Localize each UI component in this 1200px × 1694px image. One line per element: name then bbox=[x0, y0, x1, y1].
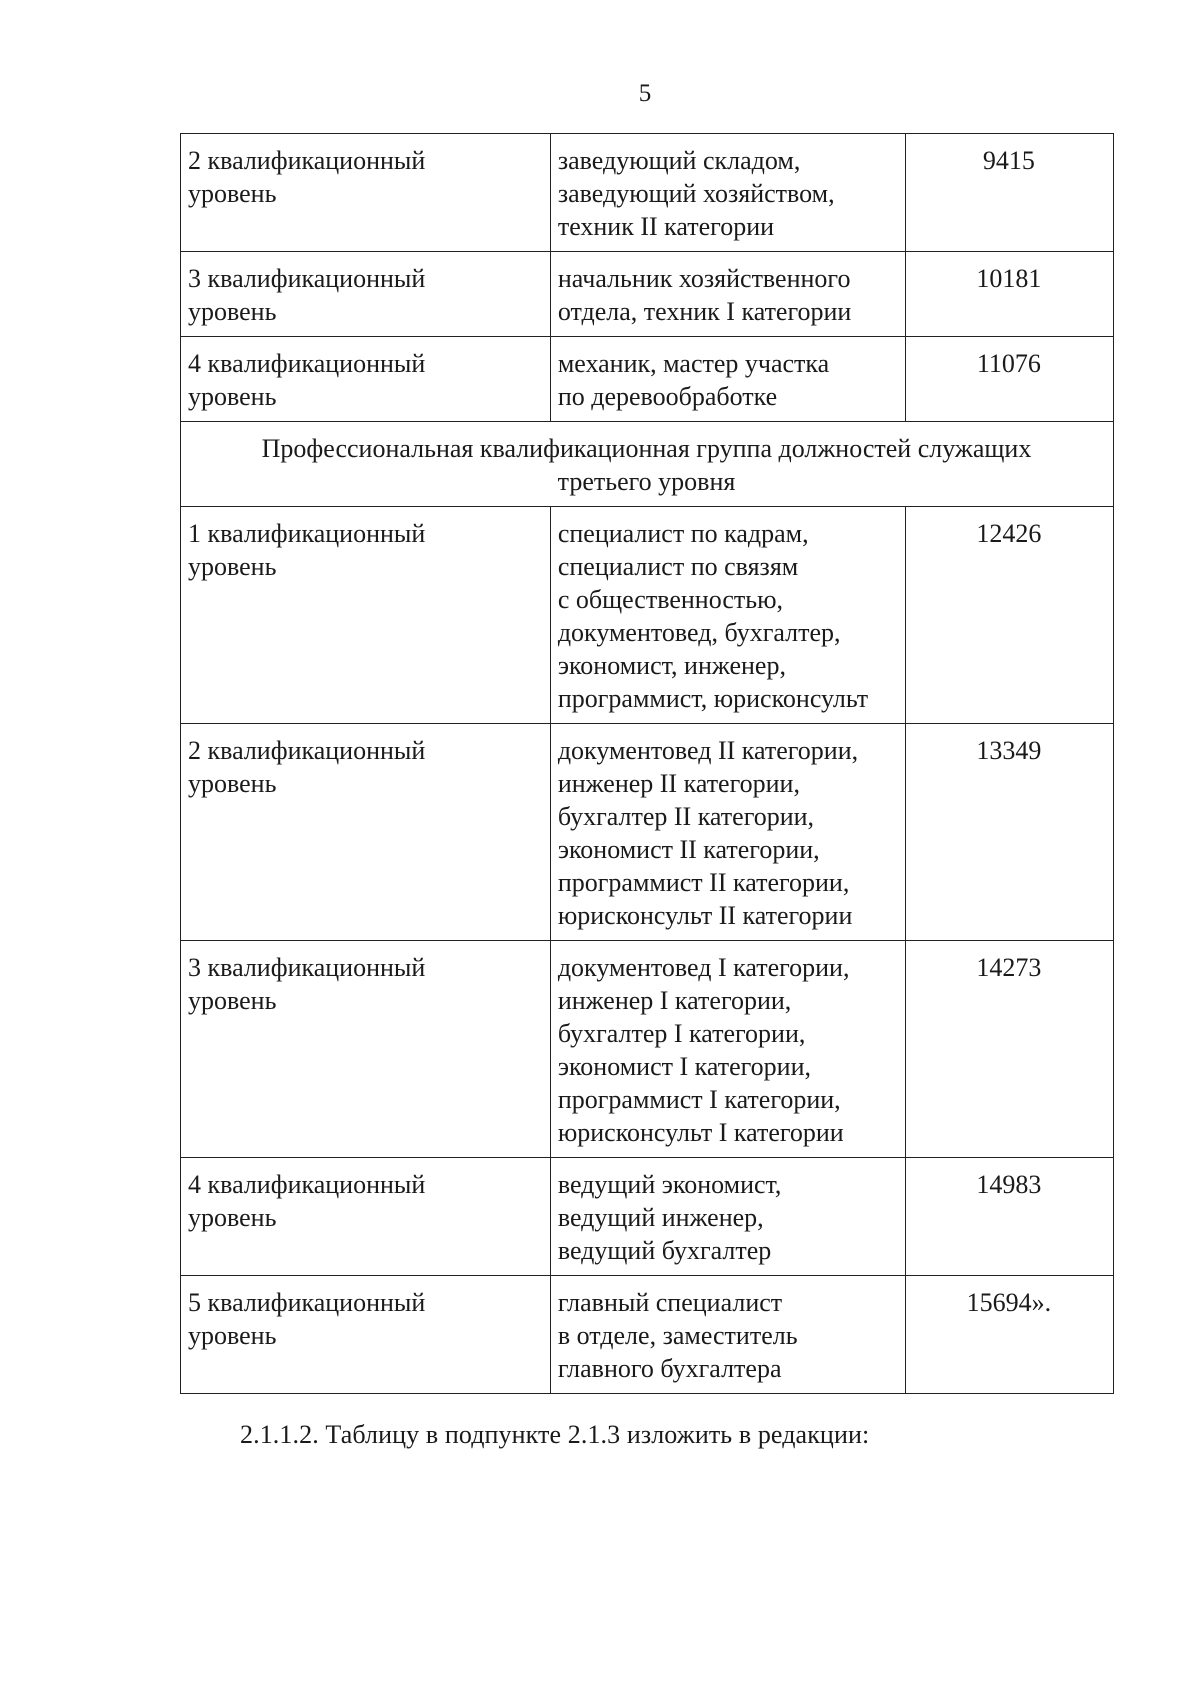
qualification-level-text: 2 квалификационный уровень bbox=[188, 146, 426, 208]
qualification-level-text: 5 квалификационный уровень bbox=[188, 1288, 426, 1350]
table-row bbox=[181, 1276, 1114, 1394]
qualification-level-cell bbox=[181, 507, 551, 724]
qualification-level-text: 3 квалификационный уровень bbox=[188, 953, 426, 1015]
table-row bbox=[181, 507, 1114, 724]
salary-amount-cell bbox=[905, 134, 1113, 252]
salary-amount-cell bbox=[905, 507, 1113, 724]
salary-amount: 12426 bbox=[976, 519, 1042, 548]
positions-text: заведующий складом, заведующий хозяйством, техник II категории bbox=[557, 146, 835, 241]
positions-text: главный специалист в отделе, заместитель главного бухгалтера bbox=[557, 1288, 798, 1383]
salary-amount: 11076 bbox=[976, 349, 1041, 378]
qualification-level-text: 1 квалификационный уровень bbox=[188, 519, 426, 581]
table-row bbox=[181, 134, 1114, 252]
group-heading: Профессиональная квалификационная группа должностей служащих третьего уровня bbox=[261, 434, 1032, 496]
positions-cell bbox=[550, 941, 905, 1158]
group-heading-cell bbox=[181, 422, 1114, 507]
salary-amount-cell bbox=[905, 337, 1113, 422]
qualification-level-text: 2 квалификационный уровень bbox=[188, 736, 426, 798]
positions-text: документовед I категории, инженер I категории, бухгалтер I категории, экономист I категории, программист I категории, юрисконсульт I категории bbox=[557, 953, 850, 1147]
qualification-level-text: 4 квалификационный уровень bbox=[188, 349, 426, 411]
positions-cell bbox=[550, 507, 905, 724]
table-row bbox=[181, 337, 1114, 422]
qualification-level-cell bbox=[181, 941, 551, 1158]
qualification-level-text: 4 квалификационный уровень bbox=[188, 1170, 426, 1232]
positions-cell bbox=[550, 252, 905, 337]
qualification-level-cell bbox=[181, 134, 551, 252]
page-number: 5 bbox=[638, 80, 652, 107]
positions-cell bbox=[550, 134, 905, 252]
qualification-level-cell bbox=[181, 724, 551, 941]
positions-text: документовед II категории, инженер II категории, бухгалтер II категории, экономист II категории, программист II категории, юрисконсульт II категории bbox=[557, 736, 859, 930]
qualification-level-cell bbox=[181, 337, 551, 422]
qualification-level-text: 3 квалификационный уровень bbox=[188, 264, 426, 326]
continuation-paragraph: 2.1.1.2. Таблицу в подпункте 2.1.3 изложить в редакции: bbox=[240, 1420, 870, 1449]
group-heading-row bbox=[181, 422, 1114, 507]
table-row bbox=[181, 1158, 1114, 1276]
salary-amount: 14273 bbox=[976, 953, 1042, 982]
table-row bbox=[181, 941, 1114, 1158]
salary-amount-cell bbox=[905, 941, 1113, 1158]
salary-amount-cell bbox=[905, 252, 1113, 337]
salary-amount-cell bbox=[905, 1276, 1113, 1394]
qualification-level-cell bbox=[181, 1276, 551, 1394]
salary-amount: 9415 bbox=[982, 146, 1035, 175]
salary-amount: 10181 bbox=[976, 264, 1042, 293]
salary-amount: 15694». bbox=[966, 1288, 1052, 1317]
qualification-level-cell bbox=[181, 252, 551, 337]
positions-cell bbox=[550, 724, 905, 941]
salary-amount-cell bbox=[905, 724, 1113, 941]
table-row bbox=[181, 724, 1114, 941]
positions-cell bbox=[550, 1158, 905, 1276]
positions-cell bbox=[550, 337, 905, 422]
positions-text: механик, мастер участка по деревообработке bbox=[557, 349, 830, 411]
positions-text: специалист по кадрам, специалист по связям с общественностью, документовед, бухгалтер, экономист, инженер, программист, юрисконсульт bbox=[557, 519, 869, 713]
qualification-level-cell bbox=[181, 1158, 551, 1276]
positions-text: начальник хозяйственного отдела, техник I категории bbox=[557, 264, 852, 326]
salary-amount: 14983 bbox=[976, 1170, 1042, 1199]
table-row bbox=[181, 252, 1114, 337]
salary-table bbox=[180, 133, 1114, 1394]
positions-text: ведущий экономист, ведущий инженер, ведущий бухгалтер bbox=[557, 1170, 782, 1265]
positions-cell bbox=[550, 1276, 905, 1394]
salary-amount-cell bbox=[905, 1158, 1113, 1276]
salary-amount: 13349 bbox=[976, 736, 1042, 765]
